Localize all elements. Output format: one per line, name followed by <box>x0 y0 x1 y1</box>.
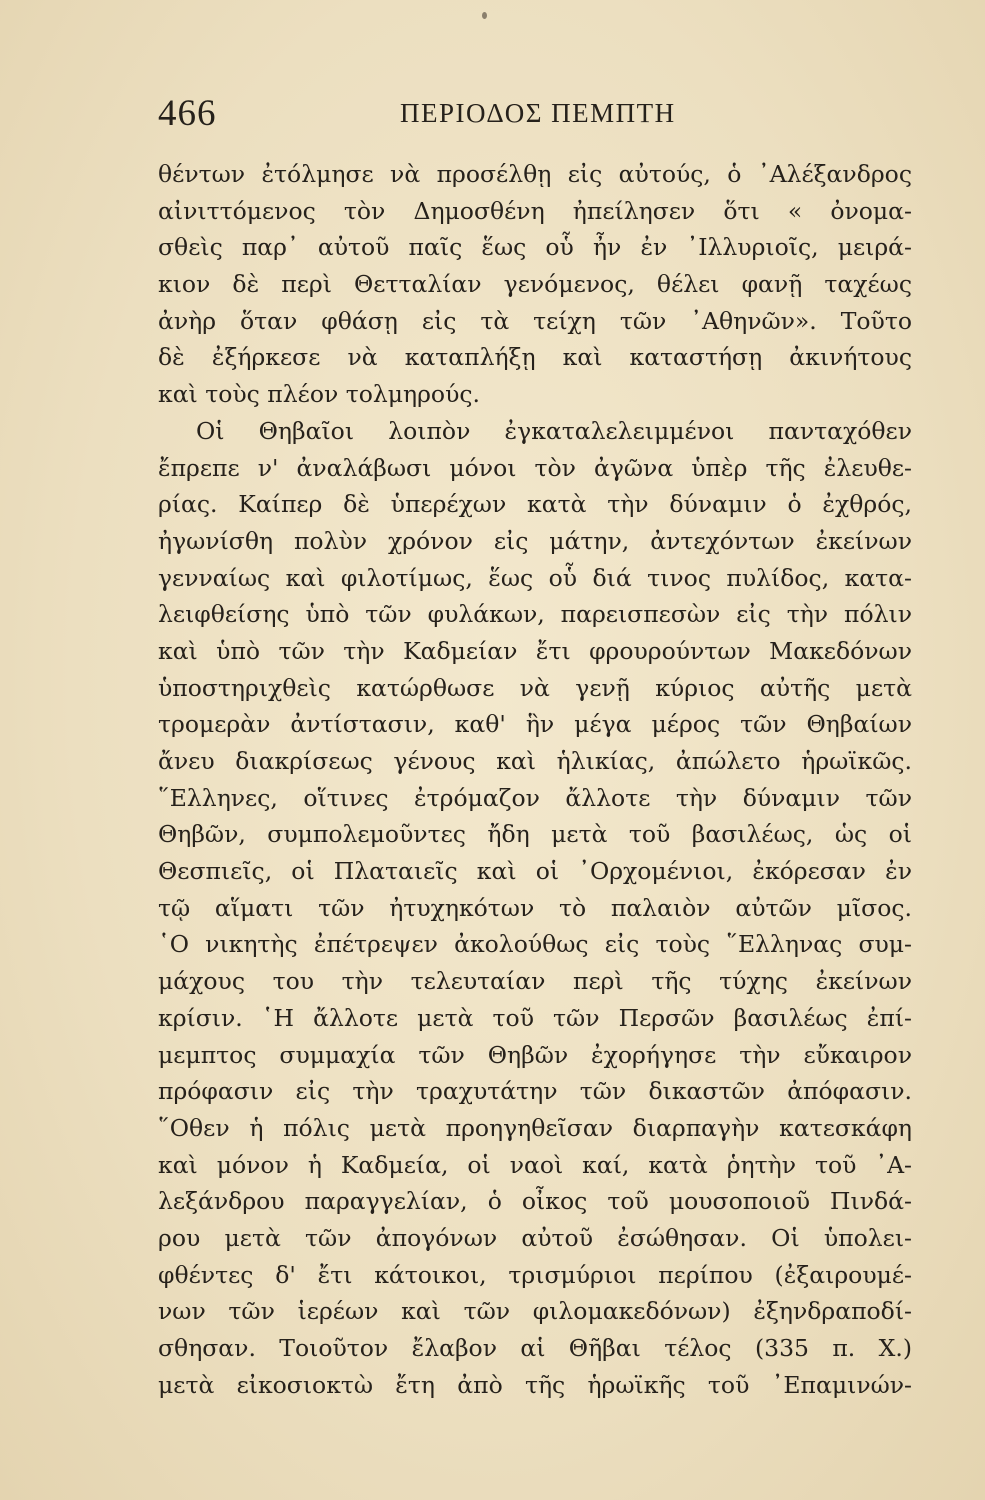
page-header <box>158 92 917 142</box>
page-number: 466 <box>158 93 217 134</box>
text-line: Θηβῶν, συμπολεμοῦντες ἤδη μετὰ τοῦ βασιλέως, ὡς οἱ <box>158 820 912 849</box>
text-line: φθέντες δ' ἔτι κάτοικοι, τρισμύριοι περίπου (ἐξαιρουμέ- <box>158 1260 912 1289</box>
text-line: καὶ μόνον ἡ Καδμεία, οἱ ναοὶ καί, κατὰ ῥητὴν τοῦ ᾿Α- <box>158 1150 912 1179</box>
ink-speck <box>482 12 487 19</box>
text-line: μάχους του τὴν τελευταίαν περὶ τῆς τύχης ἐκείνων <box>158 967 912 996</box>
text-line: ῞Ελληνες, οἵτινες ἐτρόμαζον ἄλλοτε τὴν δύναμιν τῶν <box>158 783 912 812</box>
text-line: ἄνευ διακρίσεως γένους καὶ ἡλικίας, ἀπώλετο ἡρωϊκῶς. <box>158 747 912 775</box>
text-line: σθεὶς παρ᾿ αὐτοῦ παῖς ἕως οὗ ἦν ἐν ᾿Ιλλυριοῖς, μειρά- <box>158 233 912 262</box>
text-line: ρίας. Καίπερ δὲ ὑπερέχων κατὰ τὴν δύναμιν ὁ ἐχθρός, <box>158 490 912 519</box>
text-line: νων τῶν ἱερέων καὶ τῶν φιλομακεδόνων) ἐξηνδραποδί- <box>158 1297 912 1326</box>
text-line: ἔπρεπε ν' ἀναλάβωσι μόνοι τὸν ἀγῶνα ὑπὲρ τῆς ἐλευθε- <box>158 453 912 482</box>
text-line: καὶ τοὺς πλέον τολμηρούς. <box>158 380 481 409</box>
text-line: δὲ ἐξήρκεσε νὰ καταπλήξῃ καὶ καταστήσῃ ἀκινήτους <box>158 343 912 372</box>
text-line: πρόφασιν εἰς τὴν τραχυτάτην τῶν δικαστῶν ἀπόφασιν. <box>158 1077 912 1106</box>
text-line: ῾Ο νικητὴς ἐπέτρεψεν ἀκολούθως εἰς τοὺς ῞Ελληνας συμ- <box>158 930 912 959</box>
text-line: ῞Οθεν ἡ πόλις μετὰ προηγηθεῖσαν διαρπαγὴν κατεσκάφη <box>158 1113 912 1142</box>
text-line: ὑποστηριχθεὶς κατώρθωσε νὰ γενῇ κύριος αὐτῆς μετὰ <box>158 673 912 702</box>
text-line: λειφθείσης ὑπὸ τῶν φυλάκων, παρεισπεσὼν εἰς τὴν πόλιν <box>158 600 912 629</box>
text-line: τρομερὰν ἀντίστασιν, καθ' ἣν μέγα μέρος τῶν Θηβαίων <box>158 710 912 739</box>
running-head: ΠΕΡΙΟΔΟΣ ΠΕΜΠΤΗ <box>400 98 676 128</box>
text-line: Οἱ Θηβαῖοι λοιπὸν ἐγκαταλελειμμένοι πανταχόθεν <box>196 416 912 445</box>
text-line: αἰνιττόμενος τὸν Δημοσθένη ἠπείλησεν ὅτι « ὀνομα- <box>158 196 912 225</box>
text-line: γενναίως καὶ φιλοτίμως, ἕως οὗ διά τινος πυλίδος, κατα- <box>158 563 912 592</box>
text-line: θέντων ἐτόλμησε νὰ προσέλθῃ εἰς αὐτούς, ὁ ᾿Αλέξανδρος <box>158 160 912 188</box>
body-text <box>158 156 912 1403</box>
text-line: καὶ ὑπὸ τῶν τὴν Καδμείαν ἔτι φρουρούντων Μακεδόνων <box>158 636 912 665</box>
text-line: ἀνὴρ ὅταν φθάσῃ εἰς τὰ τείχη τῶν ᾿Αθηνῶν». Τοῦτο <box>158 306 912 335</box>
text-line: κρίσιν. ῾Η ἄλλοτε μετὰ τοῦ τῶν Περσῶν βασιλέως ἐπί- <box>158 1003 912 1032</box>
text-line: Θεσπιεῖς, οἱ Πλαταιεῖς καὶ οἱ ᾿Ορχομένιοι, ἐκόρεσαν ἐν <box>158 857 912 886</box>
text-line: μεμπτος συμμαχία τῶν Θηβῶν ἐχορήγησε τὴν εὔκαιρον <box>158 1040 912 1069</box>
text-line: ρου μετὰ τῶν ἀπογόνων αὐτοῦ ἐσώθησαν. Οἱ ὑπολει- <box>158 1223 912 1252</box>
text-line: τῷ αἵματι τῶν ἠτυχηκότων τὸ παλαιὸν αὐτῶν μῖσος. <box>158 893 912 922</box>
text-line: ἠγωνίσθη πολὺν χρόνον εἰς μάτην, ἀντεχόντων ἐκείνων <box>158 526 912 555</box>
text-line: κιον δὲ περὶ Θετταλίαν γενόμενος, θέλει φανῇ ταχέως <box>158 270 912 299</box>
text-line: λεξάνδρου παραγγελίαν, ὁ οἶκος τοῦ μουσοποιοῦ Πινδά- <box>158 1187 912 1216</box>
text-line: μετὰ εἰκοσιοκτὼ ἔτη ἀπὸ τῆς ἡρωϊκῆς τοῦ ᾿Επαμινών- <box>158 1370 912 1399</box>
text-line: σθησαν. Τοιοῦτον ἔλαβον αἱ Θῆβαι τέλος (335 π. Χ.) <box>158 1334 912 1362</box>
